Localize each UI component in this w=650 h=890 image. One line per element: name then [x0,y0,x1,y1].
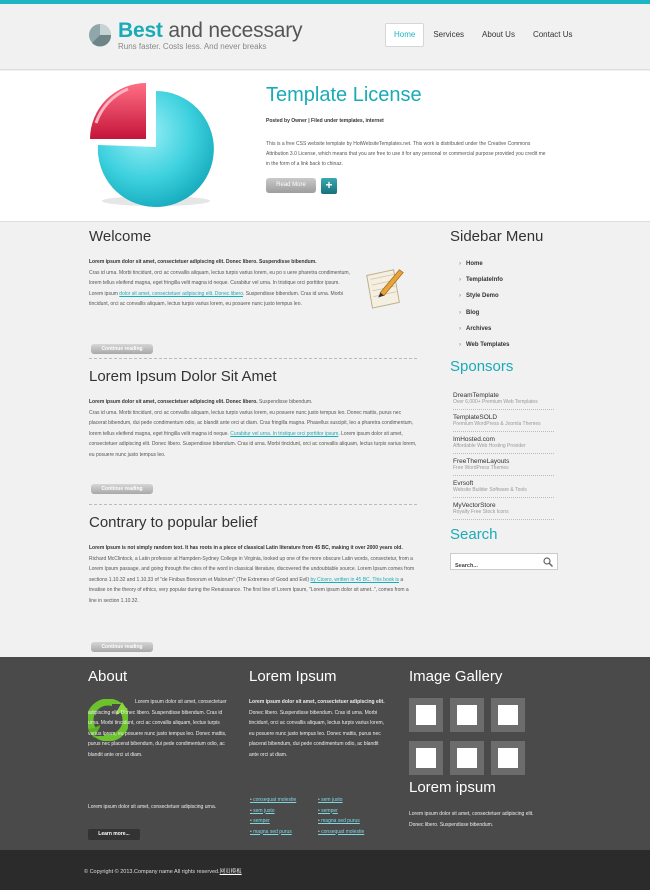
continue-reading-button[interactable]: Continue reading [91,344,153,354]
gallery-thumbnail[interactable] [450,741,484,775]
post-lead: Lorem ipsum dolor sit amet, consectetuer adipiscing elit. Donec libero. Suspendisse bibendum. [89,399,313,405]
nav-home[interactable]: Home [385,23,424,47]
post-inline-link[interactable]: by Cicero, written in 45 BC. This book is [310,576,400,583]
footer-link[interactable]: • semper [250,818,270,824]
footer-link[interactable]: • magna sed purus [250,828,292,835]
arrow-right-icon: › [459,341,461,348]
continue-reading-button[interactable]: Continue reading [91,642,153,652]
footer-link[interactable]: • semper [318,807,338,814]
footer [0,657,650,850]
search-icon[interactable] [543,557,553,567]
header [0,4,650,70]
post-contrary [89,514,417,664]
banner-title: Template License [266,84,422,106]
post-title[interactable]: Contrary to popular belief [89,514,258,531]
gallery-thumbnail[interactable] [409,698,443,732]
post-inline-link[interactable]: dolor sit amet, consectetuer adipiscing elit. Donec libero [119,290,243,297]
footer-gallery-title: Image Gallery [409,668,503,685]
footer-link[interactable]: • sem justo [318,797,343,803]
read-more-button[interactable]: Read More [266,178,316,193]
site-title[interactable] [118,19,302,43]
site-tagline: Runs faster. Costs less. And never breaks [118,42,267,51]
copyright-bar [0,850,650,890]
banner-description: This is a free CSS website template by HotWebsiteTemplates.net. This work is distributed under the Creative Commons Attribution 3.0 License, which means that you are free to use it for any personal or commercial purpose provided you credit me in the form of a link back to chinaz. [266,141,546,167]
copyright-text: © Copyright © 2013.Company name All rights reserved.网页模板 [84,869,242,875]
sponsor-item[interactable]: TemplateSOLD Premium WordPress & Joomla Themes [453,410,554,432]
post-lead: Lorem ipsum dolor sit amet, consectetuer adipiscing elit. Donec libero. Suspendisse bibendum. [89,259,317,265]
banner [0,71,650,222]
nav-about-us[interactable]: About Us [482,30,515,39]
post-lorem-ipsum [89,368,417,505]
nav-contact-us[interactable]: Contact Us [532,30,573,39]
main-content [89,226,417,664]
site-title-rest: and necessary [162,19,303,42]
sidebar-item-web-templates[interactable]: › Web Templates [450,337,558,353]
post-title[interactable]: Welcome [89,228,152,245]
notepad-pencil-icon [361,264,407,310]
footer-about-title: About [88,668,128,685]
sidebar-menu-title: Sidebar Menu [450,228,544,245]
post-body: Cras id urna. Morbi tincidunt, orci ac convallis aliquam, lectus turpis varius lorem, eu po s uere pharetra condimentum, lorem tellus eleifend magna, eget fringilla velit magna id neque. Curabitur vel urna. In tristique orci porttitor ipsum. Lorem ipsum dolor sit amet, consectetuer adipiscing elit. Donec libero. Suspendisse bibendum. Cras id urna. Morbi tincidunt, orci ac convallis aliquam, lectus turpis varius lorem, eu posuere nunc justo tempus leo. [89,269,350,308]
arrow-right-icon: › [459,309,461,316]
arrow-right-icon: › [459,293,461,300]
search-box [450,553,558,570]
copyright-link[interactable]: 网页模板 [219,869,242,875]
footer-lorem2-title: Lorem ipsum [409,779,496,796]
post-body: Richard McClintock, a Latin professor at Hampden-Sydney College in Virginia, looked up one of the more obscure Latin words, consectetur, from a Lorem Ipsum passage, and going through the cites of the word in classical literature, discovered the undoubtable source. Lorem Ipsum comes from sections 1.10.32 and 1.10.33 of "de Finibus Bonorum et Malorum" (The Extremes of Good and Evil) by Cicero, written in 45 BC. This book is a treatise on the theory of ethics, very popular during the Renaissance. The first line of Lorem Ipsum, "Lorem ipsum dolor sit amet..", comes from a line in section 1.10.32. [89,555,415,604]
post-title[interactable]: Lorem Ipsum Dolor Sit Amet [89,368,277,385]
footer-link[interactable]: • consequat molestie [250,797,297,803]
plus-button[interactable]: + [321,178,337,194]
image-gallery [409,698,525,775]
post-welcome [89,228,417,359]
sponsors-title: Sponsors [450,358,514,376]
footer-link[interactable]: • consequat molestie [318,828,365,835]
main-nav [385,23,582,47]
footer-link[interactable]: • sem justo [250,807,275,814]
banner-posted-meta: Posted by Owner | Filed under templates, internet [266,118,384,124]
sponsor-item[interactable]: FreeThemeLayouts Free WordPress Themes [453,454,554,476]
logo-icon [88,23,112,47]
gallery-thumbnail[interactable] [491,741,525,775]
sponsor-item[interactable]: MyVectorStore Royalty Free Stock Icons [453,498,554,520]
post-body: Cras id urna. Morbi tincidunt, orci ac convallis aliquam, lectus turpis varius lorem, eu posuere nunc justo tempus leo. Donec mattis, purus nec placerat bibendum, dui pede condimentum odio, ac blandit ante orci ut diam. Cras fringilla magna. Phasellus suscipit, leo a pharetra condimentum, lorem tellus eleifend magna, eget fringilla velit magna id neque. Curabitur vel urna. In tristique orci porttitor ipsum. Lorem ipsum dolor sit amet, consectetuer adipiscing elit. Donec libero. Suspendisse bibendum. Cras id urna. Morbi tincidunt, orci ac convallis aliquam, lectus turpis varius lorem, eu posuere nunc justo tempus leo. [89,409,417,458]
sidebar-item-templateinfo[interactable]: › TemplateInfo [450,272,558,288]
nav-services[interactable]: Services [433,30,465,39]
arrow-right-icon: › [459,261,461,267]
footer-lorem-title: Lorem Ipsum [249,668,337,685]
sidebar-item-home[interactable]: › Home [450,256,558,272]
footer-about-text: Lorem ipsum dolor sit amet, consectetuer adipiscing elit. Donec libero. Suspendisse bibendum. Cras id urna. Morbi tincidunt, orci ac convallis aliquam, lectus turpis varius lorem, eu posuere nunc justo tempus leo. Donec mattis, purus nec placerat bibendum, dui pede condimentum odio, ac blandit ante orci ut diam. [88,699,227,758]
post-lead: Lorem Ipsum is not simply random text. It has roots in a piece of classical Latin literature from 45 BC, making it over 2000 years old. [89,545,403,551]
footer-links [250,795,390,837]
sponsor-item[interactable]: Evrsoft Website Builder Software & Tools [453,476,554,498]
continue-reading-button[interactable]: Continue reading [91,484,153,494]
post-inline-link[interactable]: Curabitur vel urna. In tristique orci porttitor ipsum [230,430,339,437]
learn-more-button[interactable]: Learn more... [88,829,140,840]
sponsors-list [450,388,554,520]
search-title: Search [450,526,498,544]
arrow-right-icon: › [459,277,461,284]
sidebar-item-style-demo[interactable]: › Style Demo [450,288,558,304]
footer-lorem-text: Lorem ipsum dolor sit amet, consectetuer adipiscing elit. Donec libero. Suspendisse bibendum. Cras id urna. Morbi tincidunt, orci ac convallis aliquam, lectus turpis varius lorem, eu posuere nunc justo tempus leo. Donec mattis, purus nec placerat bibendum, dui pede condimentum odio, ac blandit ante orci ut diam. [249,699,385,758]
sidebar-item-blog[interactable]: › Blog [450,305,558,321]
gallery-thumbnail[interactable] [491,698,525,732]
footer-lorem2-text: Lorem ipsum dolor sit amet, consectetuer adipiscing elit. Donec libero. Suspendisse bibendum. [409,811,534,828]
site-title-strong: Best [118,19,163,42]
arrow-right-icon: › [459,325,461,332]
search-input[interactable] [451,559,539,574]
sidebar [450,226,558,570]
sidebar-item-archives[interactable]: › Archives [450,321,558,337]
sponsor-item[interactable]: ImHosted.com Affordable Web Hosting Provider [453,432,554,454]
gallery-thumbnail[interactable] [450,698,484,732]
gallery-thumbnail[interactable] [409,741,443,775]
sponsor-item[interactable]: DreamTemplate Over 6,000+ Premium Web Templates [453,388,554,410]
sidebar-menu [450,256,558,353]
footer-about-text-2: Lorem ipsum dolor sit amet, consectetuer adipiscing urna. [88,804,217,810]
pie-chart-illustration-icon [88,79,216,209]
footer-link[interactable]: • magna sed purus [318,818,360,824]
